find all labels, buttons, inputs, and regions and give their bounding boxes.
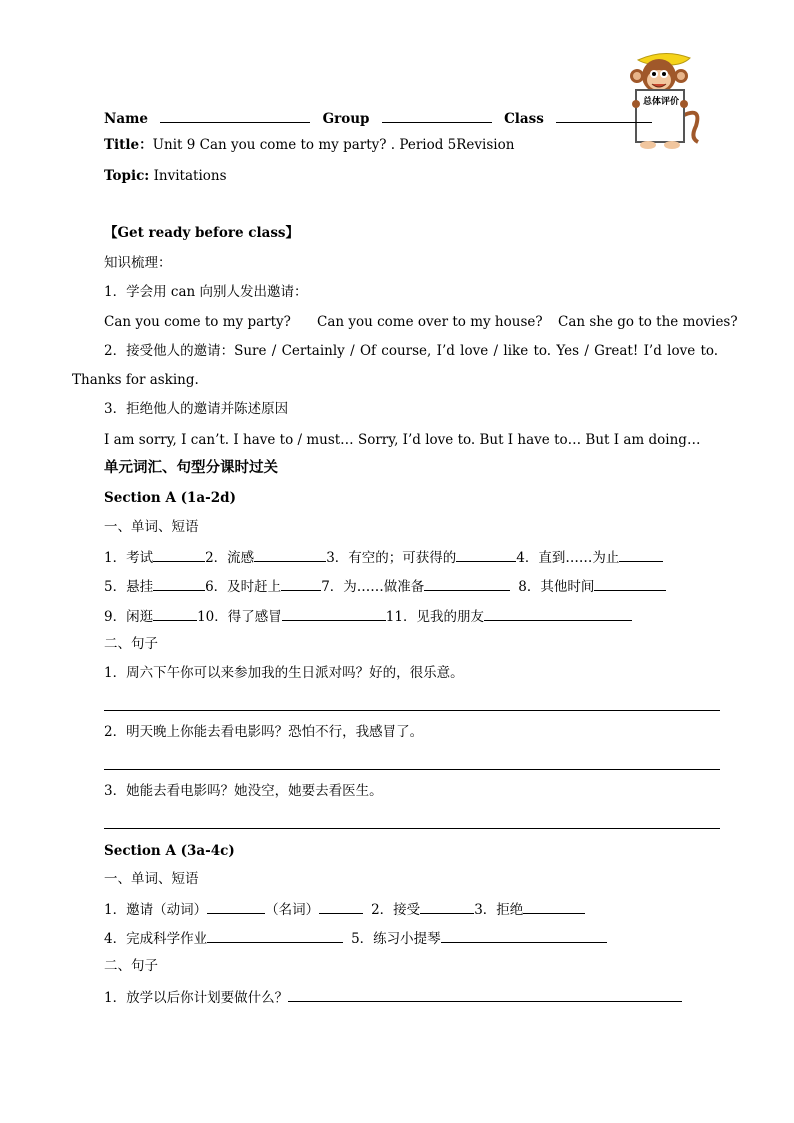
group-label: Group: [322, 111, 370, 127]
point-2-continued: Thanks for asking.: [72, 372, 199, 388]
answer-blank[interactable]: [281, 576, 321, 591]
answer-blank[interactable]: [523, 899, 585, 914]
knowledge-label: 知识梳理：: [104, 255, 172, 271]
vocab-item-2: 2．流感: [205, 550, 255, 566]
section-a1-sentence-1: 1．周六下午你可以来参加我的生日派对吗？好的，很乐意。: [104, 665, 464, 681]
section-a1-vocab-row-2: [104, 576, 666, 596]
monkey-mascot-badge: [624, 46, 704, 150]
answer-blank[interactable]: [153, 547, 205, 562]
point-3-example: I am sorry, I can’t. I have to / must… Sorry, I’d love to. But I have to… But I am doing…: [104, 432, 701, 448]
answer-blank[interactable]: [319, 899, 363, 914]
section-a1-heading: Section A (1a-2d): [104, 490, 236, 506]
section-a2-sentence-1: [104, 987, 682, 1007]
vocab-item-invite-verb: 1．邀请（动词）: [104, 902, 208, 918]
vocab-item-11: 11．见我的朋友: [385, 609, 484, 625]
answer-line[interactable]: [104, 828, 720, 829]
student-info-row: [104, 108, 652, 128]
unit-heading: 单元词汇、句型分课时过关: [104, 460, 278, 476]
vocab-item-9: 9．闲逛: [104, 609, 154, 625]
answer-line[interactable]: [104, 769, 720, 770]
section-a2-vocab-row-1: [104, 899, 585, 919]
invitation-example-3: Can she go to the movies?: [558, 314, 738, 330]
section-a1-sentence-2: 2．明天晚上你能去看电影吗？恐怕不行，我感冒了。: [104, 724, 424, 740]
point-3: 3．拒绝他人的邀请并陈述原因: [104, 401, 289, 417]
section-a2-heading: Section A (3a-4c): [104, 843, 235, 859]
vocab-item-accept: 2．接受: [371, 902, 421, 918]
name-field[interactable]: [160, 108, 310, 123]
answer-blank[interactable]: [424, 576, 510, 591]
title-row: [104, 136, 514, 154]
point-2: 2．接受他人的邀请：Sure / Certainly / Of course, I’d love / like to. Yes / Great! I’d love to.: [104, 343, 719, 359]
topic-text: Invitations: [153, 168, 227, 184]
group-field[interactable]: [382, 108, 492, 123]
title-label: Title：: [104, 137, 153, 153]
badge-label: 总体评价: [642, 97, 679, 107]
answer-blank[interactable]: [594, 576, 666, 591]
answer-blank[interactable]: [254, 547, 326, 562]
section-a1-sentence-label: 二、句子: [104, 636, 158, 652]
section-a1-vocab-label: 一、单词、短语: [104, 519, 199, 535]
answer-blank[interactable]: [456, 547, 516, 562]
section-a1-vocab-row-3: [104, 606, 632, 626]
answer-blank[interactable]: [619, 547, 663, 562]
section-a1-sentence-3: 3．她能去看电影吗？她没空，她要去看医生。: [104, 783, 383, 799]
class-field[interactable]: [556, 108, 652, 123]
answer-blank[interactable]: [207, 899, 265, 914]
answer-blank[interactable]: [207, 928, 343, 943]
answer-blank[interactable]: [420, 899, 474, 914]
vocab-item-1: 1．考试: [104, 550, 154, 566]
topic-label: Topic:: [104, 168, 150, 184]
answer-blank[interactable]: [282, 606, 386, 621]
class-label: Class: [504, 111, 544, 127]
section-a2-vocab-row-2: [104, 928, 607, 948]
vocab-item-invite-noun: （名词）: [265, 902, 320, 918]
get-ready-heading: 【Get ready before class】: [104, 225, 300, 241]
answer-blank[interactable]: [288, 987, 682, 1002]
sentence-prompt: 1．放学以后你计划要做什么？: [104, 990, 289, 1006]
vocab-item-4: 4．直到……为止: [516, 550, 620, 566]
answer-blank[interactable]: [153, 576, 205, 591]
vocab-item-10: 10．得了感冒: [197, 609, 282, 625]
section-a1-vocab-row-1: [104, 547, 663, 567]
vocab-item-science-homework: 4．完成科学作业: [104, 931, 208, 947]
invitation-example-2: Can you come over to my house?: [317, 314, 543, 330]
answer-blank[interactable]: [484, 606, 632, 621]
name-label: Name: [104, 111, 148, 127]
vocab-item-7: 7．为……做准备: [321, 579, 425, 595]
topic-row: [104, 167, 227, 185]
vocab-item-3: 3．有空的；可获得的: [326, 550, 457, 566]
section-a2-vocab-label: 一、单词、短语: [104, 871, 199, 887]
invitation-example-1: Can you come to my party?: [104, 314, 291, 330]
vocab-item-6: 6．及时赶上: [205, 579, 282, 595]
vocab-item-8: 8．其他时间: [518, 579, 595, 595]
vocab-item-5: 5．悬挂: [104, 579, 154, 595]
vocab-item-violin: 5．练习小提琴: [351, 931, 441, 947]
answer-blank[interactable]: [441, 928, 607, 943]
point-1: 1．学会用 can 向别人发出邀请：: [104, 284, 308, 300]
answer-blank[interactable]: [153, 606, 197, 621]
title-text: Unit 9 Can you come to my party? . Period 5Revision: [152, 137, 515, 153]
answer-line[interactable]: [104, 710, 720, 711]
vocab-item-refuse: 3．拒绝: [474, 902, 524, 918]
section-a2-sentence-label: 二、句子: [104, 958, 158, 974]
